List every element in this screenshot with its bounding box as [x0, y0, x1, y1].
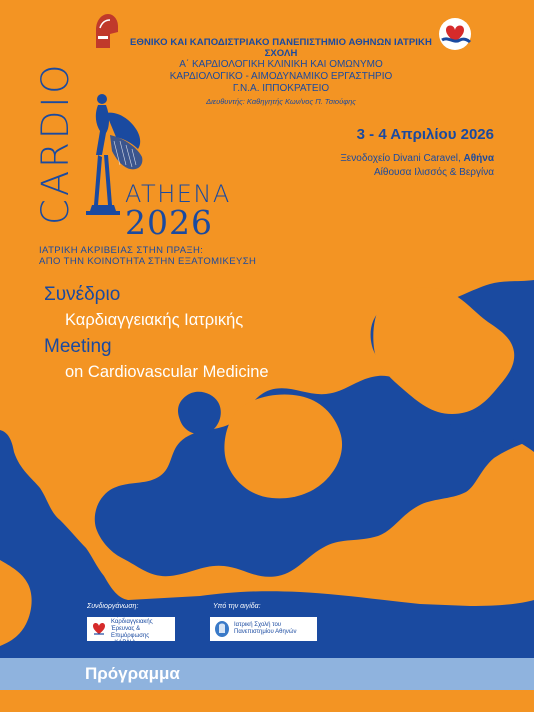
event-venue — [340, 151, 494, 166]
event-halls: Αίθουσα Ιλισσός & Βεργίνα — [374, 167, 494, 178]
title-greek-line-2: Καρδιαγγειακής Ιατρικής — [65, 311, 244, 329]
program-title: Πρόγραμμα — [85, 664, 180, 683]
organizer-header — [120, 37, 442, 107]
event-dates: 3 - 4 Απριλίου 2026 — [356, 126, 494, 143]
co-organizer-line-2: Έρευνας & Επιμόρφωσης — [111, 625, 150, 639]
tagline — [39, 245, 256, 267]
lab-name: ΚΑΡΔΙΟΛΟΓΙΚΟ - ΑΙΜΟΔΥΝΑΜΙΚΟ ΕΡΓΑΣΤΗΡΙΟ — [169, 71, 393, 82]
auspices-badge — [210, 617, 317, 641]
greek-helmet-logo — [92, 12, 120, 52]
title-english-line-1: Meeting — [44, 336, 112, 357]
co-organizer-label: Συνδιοργάνωση: — [87, 603, 139, 610]
auspices-line-2: Πανεπιστημίου Αθηνών — [234, 629, 297, 635]
co-organizer-text — [111, 612, 171, 647]
auspices-line-1: Ιατρική Σχολή του — [234, 622, 282, 628]
cardio-wordmark: CARDIO — [34, 61, 77, 225]
title-english-line-2: on Cardiovascular Medicine — [65, 363, 269, 381]
co-organizer-badge — [87, 611, 175, 646]
university-name: ΕΘΝΙΚΟ ΚΑΙ ΚΑΠΟΔΙΣΤΡΙΑΚΟ ΠΑΝΕΠΙΣΤΗΜΙΟ ΑΘΗΝΩΝ ΙΑΤΡΙΚΗ ΣΧΟΛΗ — [130, 37, 432, 59]
venue-hotel: Ξενοδοχείο Divani Caravel, — [340, 153, 464, 164]
director-line: Διευθυντής: Καθηγητής Κων/νος Π. Τσιούφης — [206, 97, 356, 106]
title-greek-line-1: Συνέδριο — [44, 284, 121, 305]
university-seal-icon — [214, 620, 230, 638]
tagline-line-2: ΑΠΟ ΤΗΝ ΚΟΙΝΟΤΗΤΑ ΣΤΗΝ ΕΞΑΤΟΜΙΚΕΥΣΗ — [39, 256, 257, 267]
co-organizer-line-3: «ΚΑΡΔΙΑ» — [111, 639, 139, 646]
bottom-strip — [0, 690, 534, 712]
heart-icon — [91, 620, 107, 638]
year-wordmark: 2026 — [125, 203, 213, 242]
event-info — [340, 125, 494, 180]
auspices-text — [234, 622, 296, 636]
auspices-label: Υπό την αιγίδα: — [213, 603, 261, 610]
co-organizer-line-1: Ίδρυμα Καρδιαγγειακής — [111, 611, 153, 625]
program-band — [0, 658, 534, 690]
tagline-line-1: ΙΑΤΡΙΚΗ ΑΚΡΙΒΕΙΑΣ ΣΤΗΝ ΠΡΑΞΗ: — [39, 245, 204, 256]
venue-city: Αθήνα — [463, 153, 494, 164]
athena-wordmark: ATHENA — [125, 180, 231, 208]
hospital-name: Γ.Ν.Α. ΙΠΠΟΚΡΑΤΕΙΟ — [232, 83, 330, 94]
clinic-name: Α΄ ΚΑΡΔΙΟΛΟΓΙΚΗ ΚΛΙΝΙΚΗ ΚΑΙ ΟΜΩΝΥΜΟ — [179, 59, 383, 70]
